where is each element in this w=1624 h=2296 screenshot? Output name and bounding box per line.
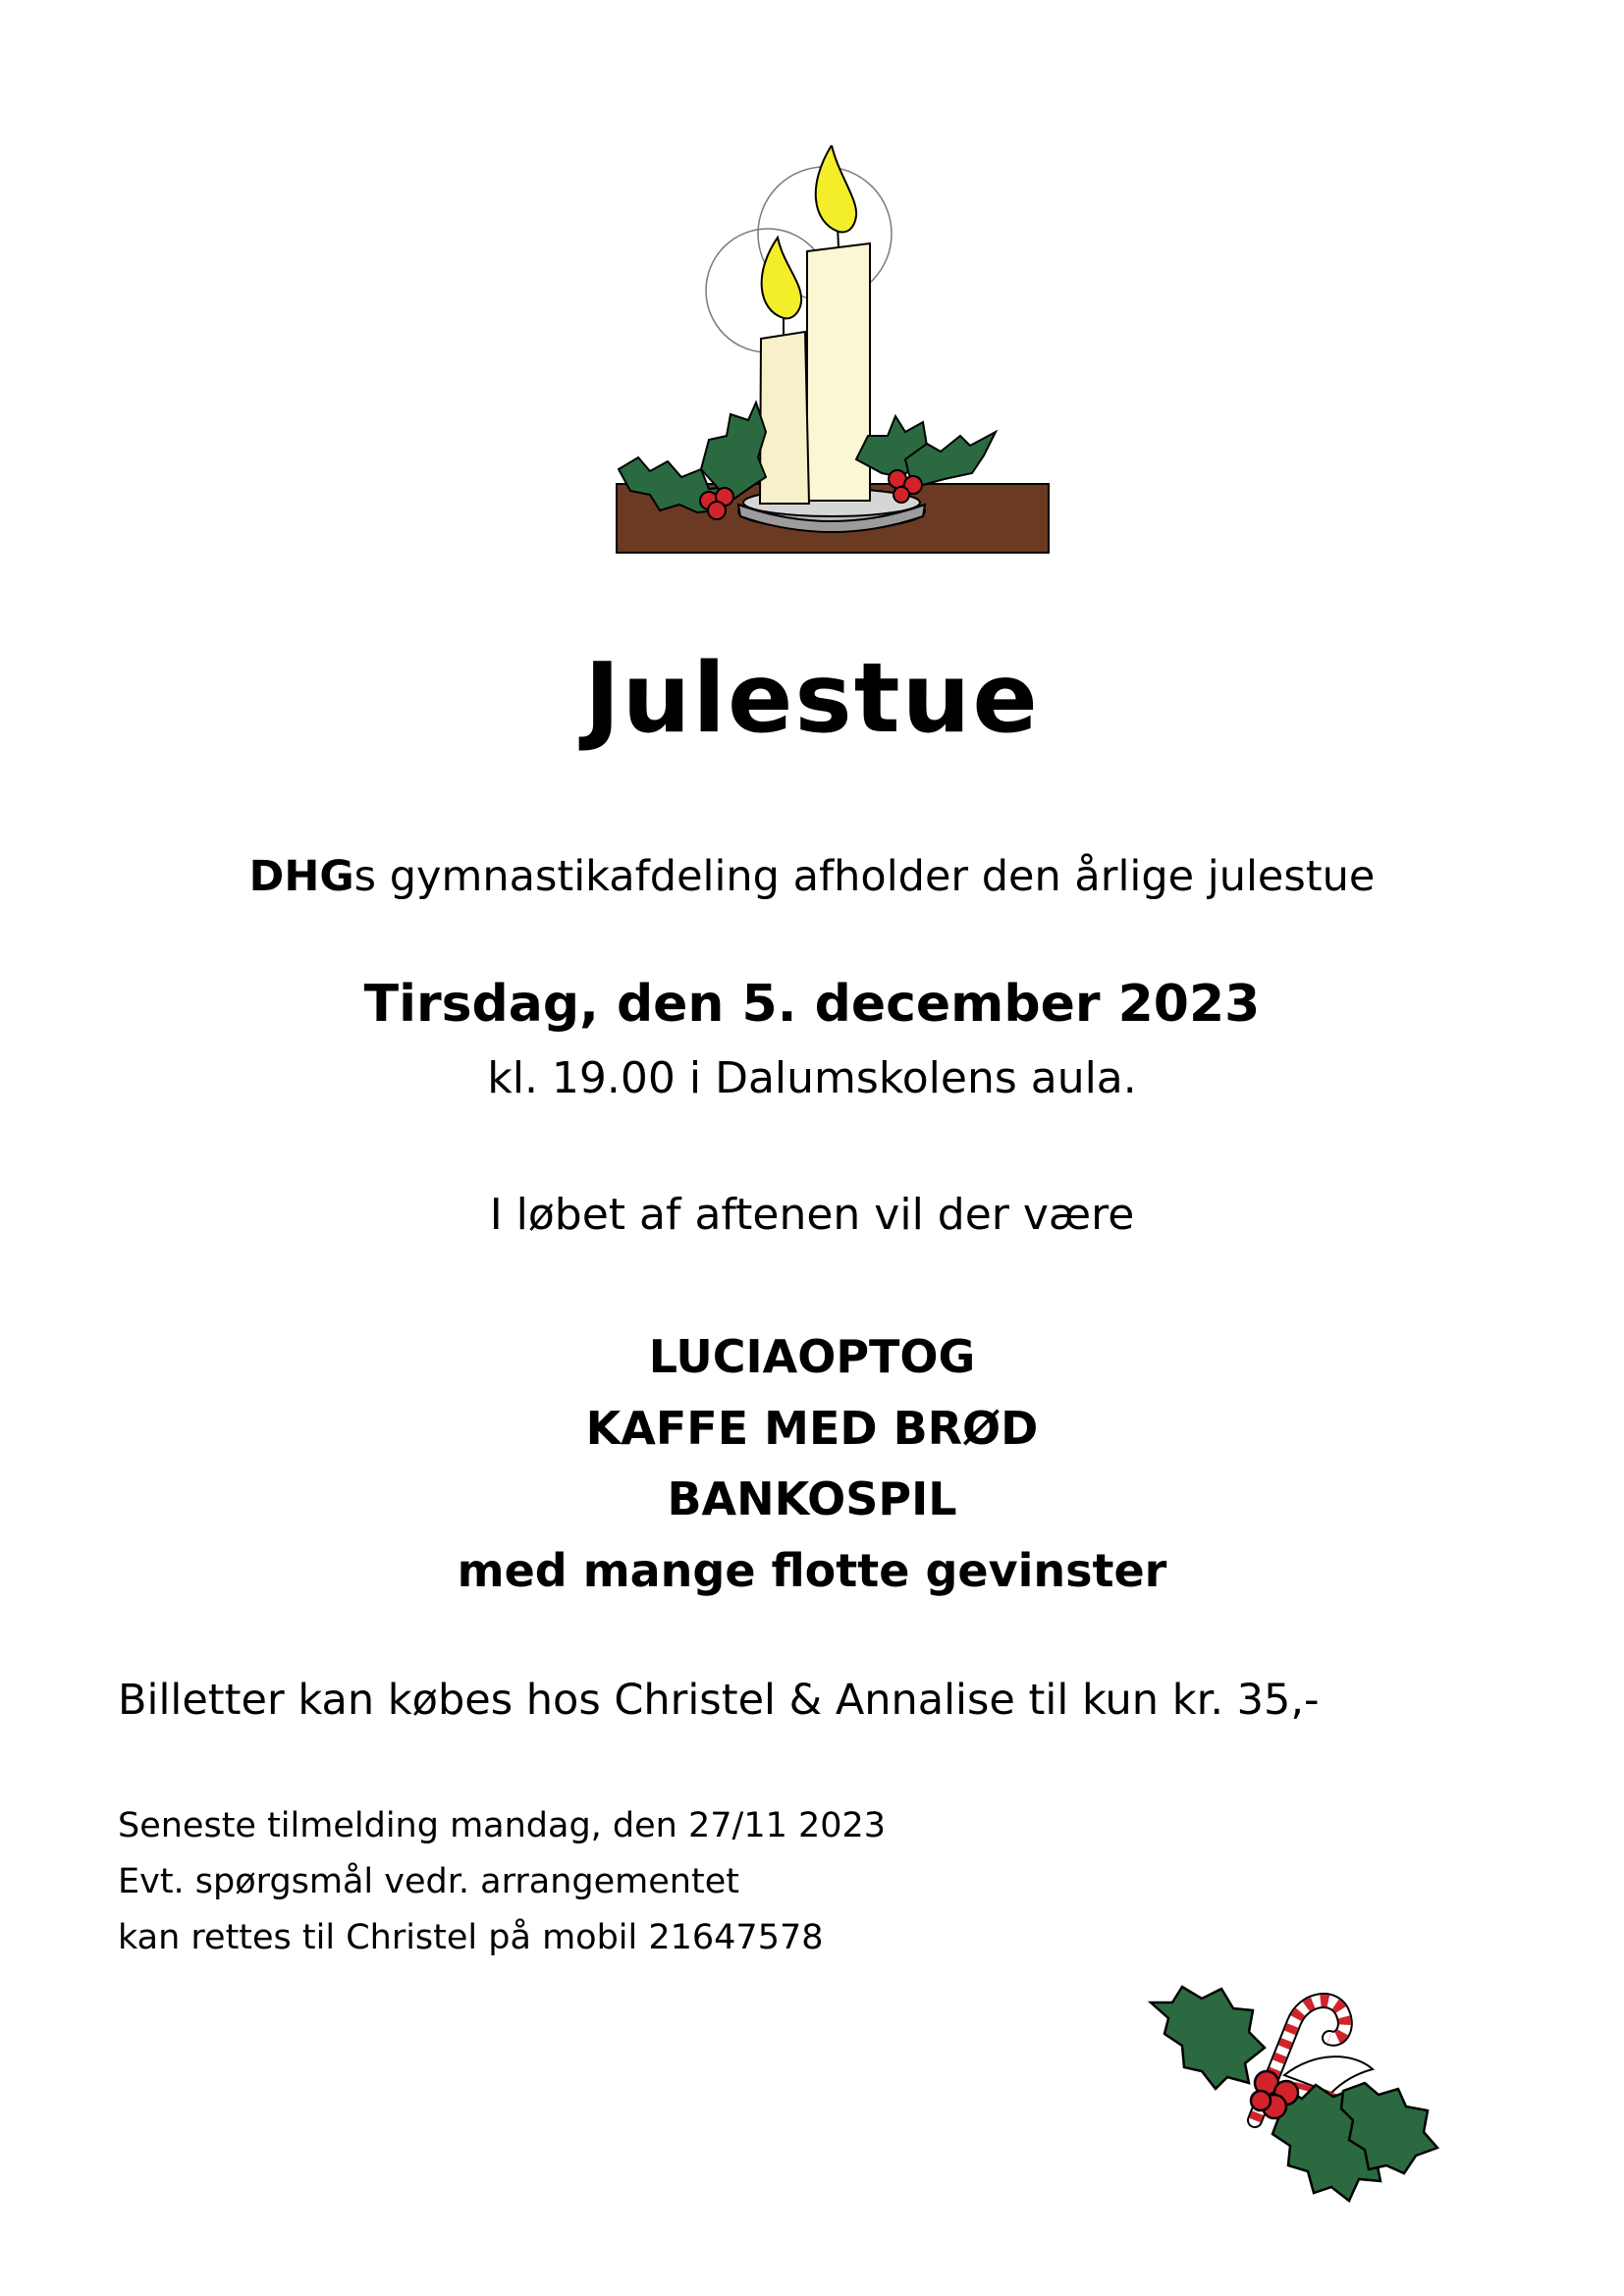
event-time-place: kl. 19.00 i Dalumskolens aula. (487, 1053, 1137, 1103)
program-item: med mange flotte gevinster (457, 1544, 1167, 1597)
intro-rest: s gymnastikafdeling afholder den årlige julestue (353, 852, 1376, 901)
holly-with-candy-cane-icon (1147, 1973, 1441, 2207)
page-title: Julestue (584, 643, 1040, 755)
candles-with-holly-icon (611, 145, 1058, 558)
footer-line: Seneste tilmelding mandag, den 27/11 2023 (118, 1806, 887, 1845)
program-item: LUCIAOPTOG (648, 1330, 976, 1383)
event-date: Tirsdag, den 5. december 2023 (363, 975, 1261, 1034)
program-item: KAFFE MED BRØD (585, 1402, 1039, 1455)
program-item: BANKOSPIL (667, 1472, 957, 1525)
org-name: DHG (248, 852, 354, 901)
footer-line: kan rettes til Christel på mobil 21647578 (118, 1918, 824, 1957)
tickets-text: Billetter kan købes hos Christel & Annalise til kun kr. 35,- (118, 1676, 1320, 1725)
evening-intro: I løbet af aftenen vil der være (489, 1190, 1135, 1240)
footer-line: Evt. spørgsmål vedr. arrangementet (118, 1862, 739, 1901)
intro-text (0, 852, 1624, 901)
